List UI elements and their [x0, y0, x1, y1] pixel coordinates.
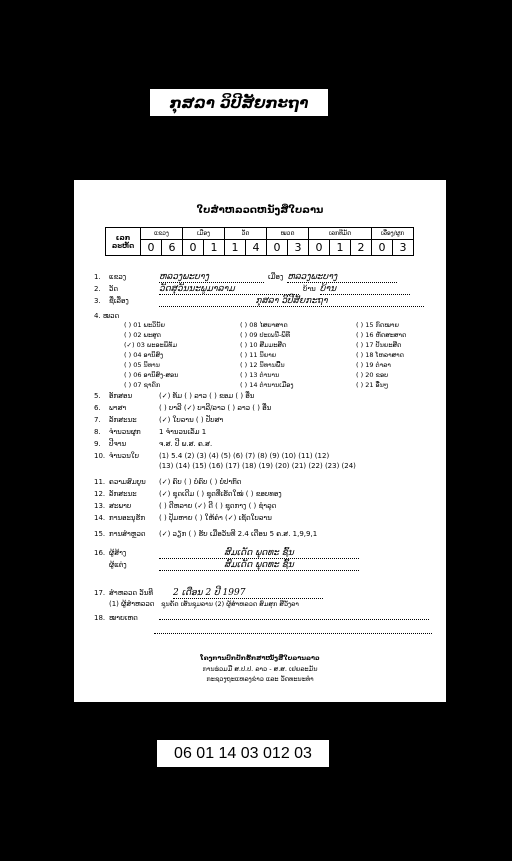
code-digit: 2 [351, 240, 372, 256]
row-number: 17. [94, 589, 106, 597]
code-digit: 0 [141, 240, 162, 256]
field-title [94, 296, 436, 307]
category-option[interactable]: ( ) 07 ຊາດົກ [124, 381, 161, 389]
field-value: ວັດສຸວັນນະພູມາລາມ [159, 284, 299, 295]
code-header: ເລກທີມັດ [309, 228, 372, 240]
code-digit: 0 [372, 240, 393, 256]
row-number: 8. [94, 428, 101, 436]
category-option[interactable]: ( ) 14 ຕຳນານເມືອງ [240, 381, 294, 389]
code-digit: 1 [225, 240, 246, 256]
category-option[interactable]: ( ) 02 ພະສູດ [124, 331, 162, 339]
field-number: 1. [94, 273, 101, 281]
row-number: 5. [94, 392, 101, 400]
code-digit: 3 [288, 240, 309, 256]
field-value: ຫລວງພະບາງ [159, 272, 264, 283]
field-value: ກຸສລາ ວິປີສັຍກະຖາ [159, 296, 424, 307]
category-option[interactable]: ( ) 05 ນິທານ [124, 361, 160, 369]
category-option[interactable]: ( ) 06 ອານິສົງ-ສອນ [124, 371, 179, 379]
code-digit: 4 [246, 240, 267, 256]
code-header: ເລື່ອງ/ຜູກ [372, 228, 414, 240]
code-digit: 0 [267, 240, 288, 256]
row-label: (1) ຜູ້ສຳຫລວດ [109, 600, 155, 608]
row-label: ລັກສະນະ [109, 416, 137, 424]
row-value: ຊຸນຄັດ ເສັນຊຸມລານ (2) ຜູ້ສຳຫລວດ ສົມສຸກ ສີວັງລາ [161, 600, 299, 608]
row-label: ຜູ້ແຕ່ງ [109, 561, 127, 569]
category-label: 4. ໝວດ [94, 312, 120, 320]
row-value: ( ) ດີຫລາຍ (✓) ດີ ( ) ຊຸດກາງ ( ) ຊຳລຸດ [159, 502, 277, 510]
row-value: (1) 5.4 (2) (3) (4) (5) (6) (7) (8) (9) (10) (11) (12) [159, 452, 330, 460]
field-number: 2. [94, 285, 101, 293]
category-option[interactable]: ( ) 01 ພະວິນັຍ [124, 321, 165, 329]
row-label: ການອະນຸຮັກ [109, 514, 146, 522]
row-value: (✓) ທັມ ( ) ລາວ ( ) ຂອມ ( ) ອື່ນ [159, 392, 255, 400]
code-digit: 1 [330, 240, 351, 256]
code-digit: 0 [309, 240, 330, 256]
row-value: ( ) ປຸ້ມຫາຍ ( ) ໃຫ້ຄຳ (✓) ເຊັດໃບລານ [159, 514, 272, 522]
row-survey [94, 530, 436, 538]
row-value: ຈ.ສ. ປີ ພ.ສ. ຄ.ສ. [159, 440, 213, 448]
remarks-line [154, 633, 432, 634]
field-label: ວັດ [109, 285, 119, 293]
category-option[interactable]: ( ) 15 ກົດໝາຍ [356, 321, 399, 329]
row-label: ອັກສອນ [109, 392, 133, 400]
row-label: ການສຳຫຼວດ [109, 530, 146, 538]
code-digit: 0 [183, 240, 204, 256]
row-remarks [94, 614, 436, 622]
field-label: ຊື່ເລື່ອງ [109, 297, 129, 305]
row-date [94, 440, 436, 448]
row-number: 9. [94, 440, 101, 448]
category-option[interactable]: ( ) 09 ປະເພນີ-ພິທີ [240, 331, 290, 339]
row-value: (13) (14) (15) (16) (17) (18) (19) (20) (21) (22) (23) (24) [159, 462, 356, 470]
row-label: ປີຈານ [109, 440, 127, 448]
row-surveyors [94, 600, 436, 608]
field-number: 3. [94, 297, 101, 305]
code-label: ເລກລະຫັດ [106, 228, 141, 256]
field-temple [94, 284, 436, 295]
form-title: ໃບສຳຫລວດຫນັງສືໃບລານ [196, 205, 324, 216]
category-option[interactable]: ( ) 11 ນິຍາຍ [240, 351, 277, 359]
code-digit: 6 [162, 240, 183, 256]
category-heading [94, 312, 436, 320]
code-header: ເມືອງ [183, 228, 225, 240]
row-material [94, 416, 436, 424]
field-label: ແຂວງ [109, 273, 127, 281]
row-value: 1 ຈຳນວນເລັ່ມ 1 [159, 428, 207, 436]
row-language [94, 404, 436, 412]
field-label: ເມືອງ [268, 273, 284, 281]
category-option[interactable]: ( ) 20 ຂອບ [356, 371, 389, 379]
row-number: 7. [94, 416, 101, 424]
row-preservation [94, 514, 436, 522]
row-leaves [94, 452, 436, 460]
code-digit: 1 [204, 240, 225, 256]
code-header: ໝວດ [267, 228, 309, 240]
footer-line: ກະຊວງຖະແຫລງຂ່າວ ແລະ ວັດທະນະທຳ [206, 675, 314, 683]
category-option[interactable]: ( ) 13 ຕຳນານ [240, 371, 280, 379]
row-label: ພາສາ [109, 404, 127, 412]
row-number: 14. [94, 514, 106, 522]
row-value: (✓) ວຽກ ( ) ຮັບ ເມື່ອວັນທີ 2.4 ເດືອນ 5 ຄ.ສ. 1,9,9,1 [159, 530, 318, 538]
row-survey-date [94, 588, 436, 599]
row-label: ໝາຍເຫດ [109, 614, 138, 622]
row-number: 12. [94, 490, 106, 498]
field-value: ບ້ານ [320, 284, 410, 295]
category-option[interactable]: ( ) 18 ໂຫລາສາດ [356, 351, 405, 359]
category-option[interactable]: ( ) 08 ໄສຍາສາດ [240, 321, 288, 329]
row-condition [94, 502, 436, 510]
category-option[interactable]: ( ) 10 ສີມມະສີດ [240, 341, 287, 349]
row-leaves-cont [94, 462, 436, 470]
row-number: 10. [94, 452, 106, 460]
row-value: (✓) ຊຸດເດີມ ( ) ຊຸດທີ່ເຮັດໃໝ່ ( ) ຂອບທອງ [159, 490, 282, 498]
row-value: ສົມເດັດ ພຸດທະ ຊົ້ນ [159, 548, 359, 559]
row-label: ຈຳນວນຜູກ [109, 428, 141, 436]
row-script [94, 392, 436, 400]
title-banner: ກຸສລາ ວິປີສັຍກະຖາ [150, 89, 328, 116]
row-completeness [94, 478, 436, 486]
code-table [105, 227, 414, 256]
row-label: ລັກສະນະ [109, 490, 137, 498]
row-author [94, 560, 436, 571]
category-option[interactable]: ( ) 21 ອື່ນໆ [356, 381, 389, 389]
row-creator [94, 548, 436, 559]
code-header: ວັດ [225, 228, 267, 240]
field-province [94, 272, 436, 283]
field-label: ບ້ານ [303, 285, 316, 293]
row-value: ສົມເດັດ ພຸດທະ ຊົ້ນ [159, 560, 359, 571]
category-option[interactable]: (✓) 03 ພະອະພິທັມ [124, 341, 177, 349]
field-value: ຫລວງພະບາງ [287, 272, 397, 283]
row-number: 6. [94, 404, 101, 412]
row-number: 15. [94, 530, 106, 538]
row-label: ຈຳນວນໃບ [109, 452, 140, 460]
category-option[interactable]: ( ) 17 ປັນຍະສີດ [356, 341, 402, 349]
row-value: (✓) ໃບລານ ( ) ປັບສາ [159, 416, 224, 424]
code-banner: 06 01 14 03 012 03 [157, 740, 329, 767]
row-value: ( ) ບາລີ (✓) ບາລີ/ລາວ ( ) ລາວ ( ) ອື່ນ [159, 404, 272, 412]
row-label: ຄວາມສົມບູນ [109, 478, 146, 486]
category-option[interactable]: ( ) 16 ຫັດສະສາດ [356, 331, 407, 339]
row-value: 2 ເດືອນ 2 ປີ 1997 [173, 588, 323, 599]
row-value [159, 619, 429, 620]
category-option[interactable]: ( ) 04 ອານິສົງ [124, 351, 164, 359]
row-number: 13. [94, 502, 106, 510]
footer-line: ໂຄງການປົກປັກຮັກສາໜັງສືໃບລານລາວ [200, 654, 320, 662]
row-binding [94, 490, 436, 498]
row-number: 16. [94, 549, 106, 557]
row-label: ສຳຫລວດ ວັນທີ [109, 589, 153, 597]
row-label: ສະພາບ [109, 502, 132, 510]
row-bundles [94, 428, 436, 436]
category-option[interactable]: ( ) 19 ຕຳລາ [356, 361, 391, 369]
category-options [124, 321, 456, 389]
row-number: 18. [94, 614, 106, 622]
code-digit: 3 [393, 240, 414, 256]
survey-form [74, 180, 446, 702]
row-number: 11. [94, 478, 106, 486]
category-option[interactable]: ( ) 12 ນິທານພື້ນ [240, 361, 285, 369]
footer-line: ການຮ່ວມມື ສ.ປ.ປ. ລາວ - ສ.ສ. ເຢຍລະມັນ [202, 665, 318, 673]
row-label: ຜູ້ສ້າງ [109, 549, 127, 557]
row-value: (✓) ຄົບ ( ) ບໍ່ຄົບ ( ) ບໍ່ປາກົດ [159, 478, 242, 486]
code-header: ແຂວງ [141, 228, 183, 240]
